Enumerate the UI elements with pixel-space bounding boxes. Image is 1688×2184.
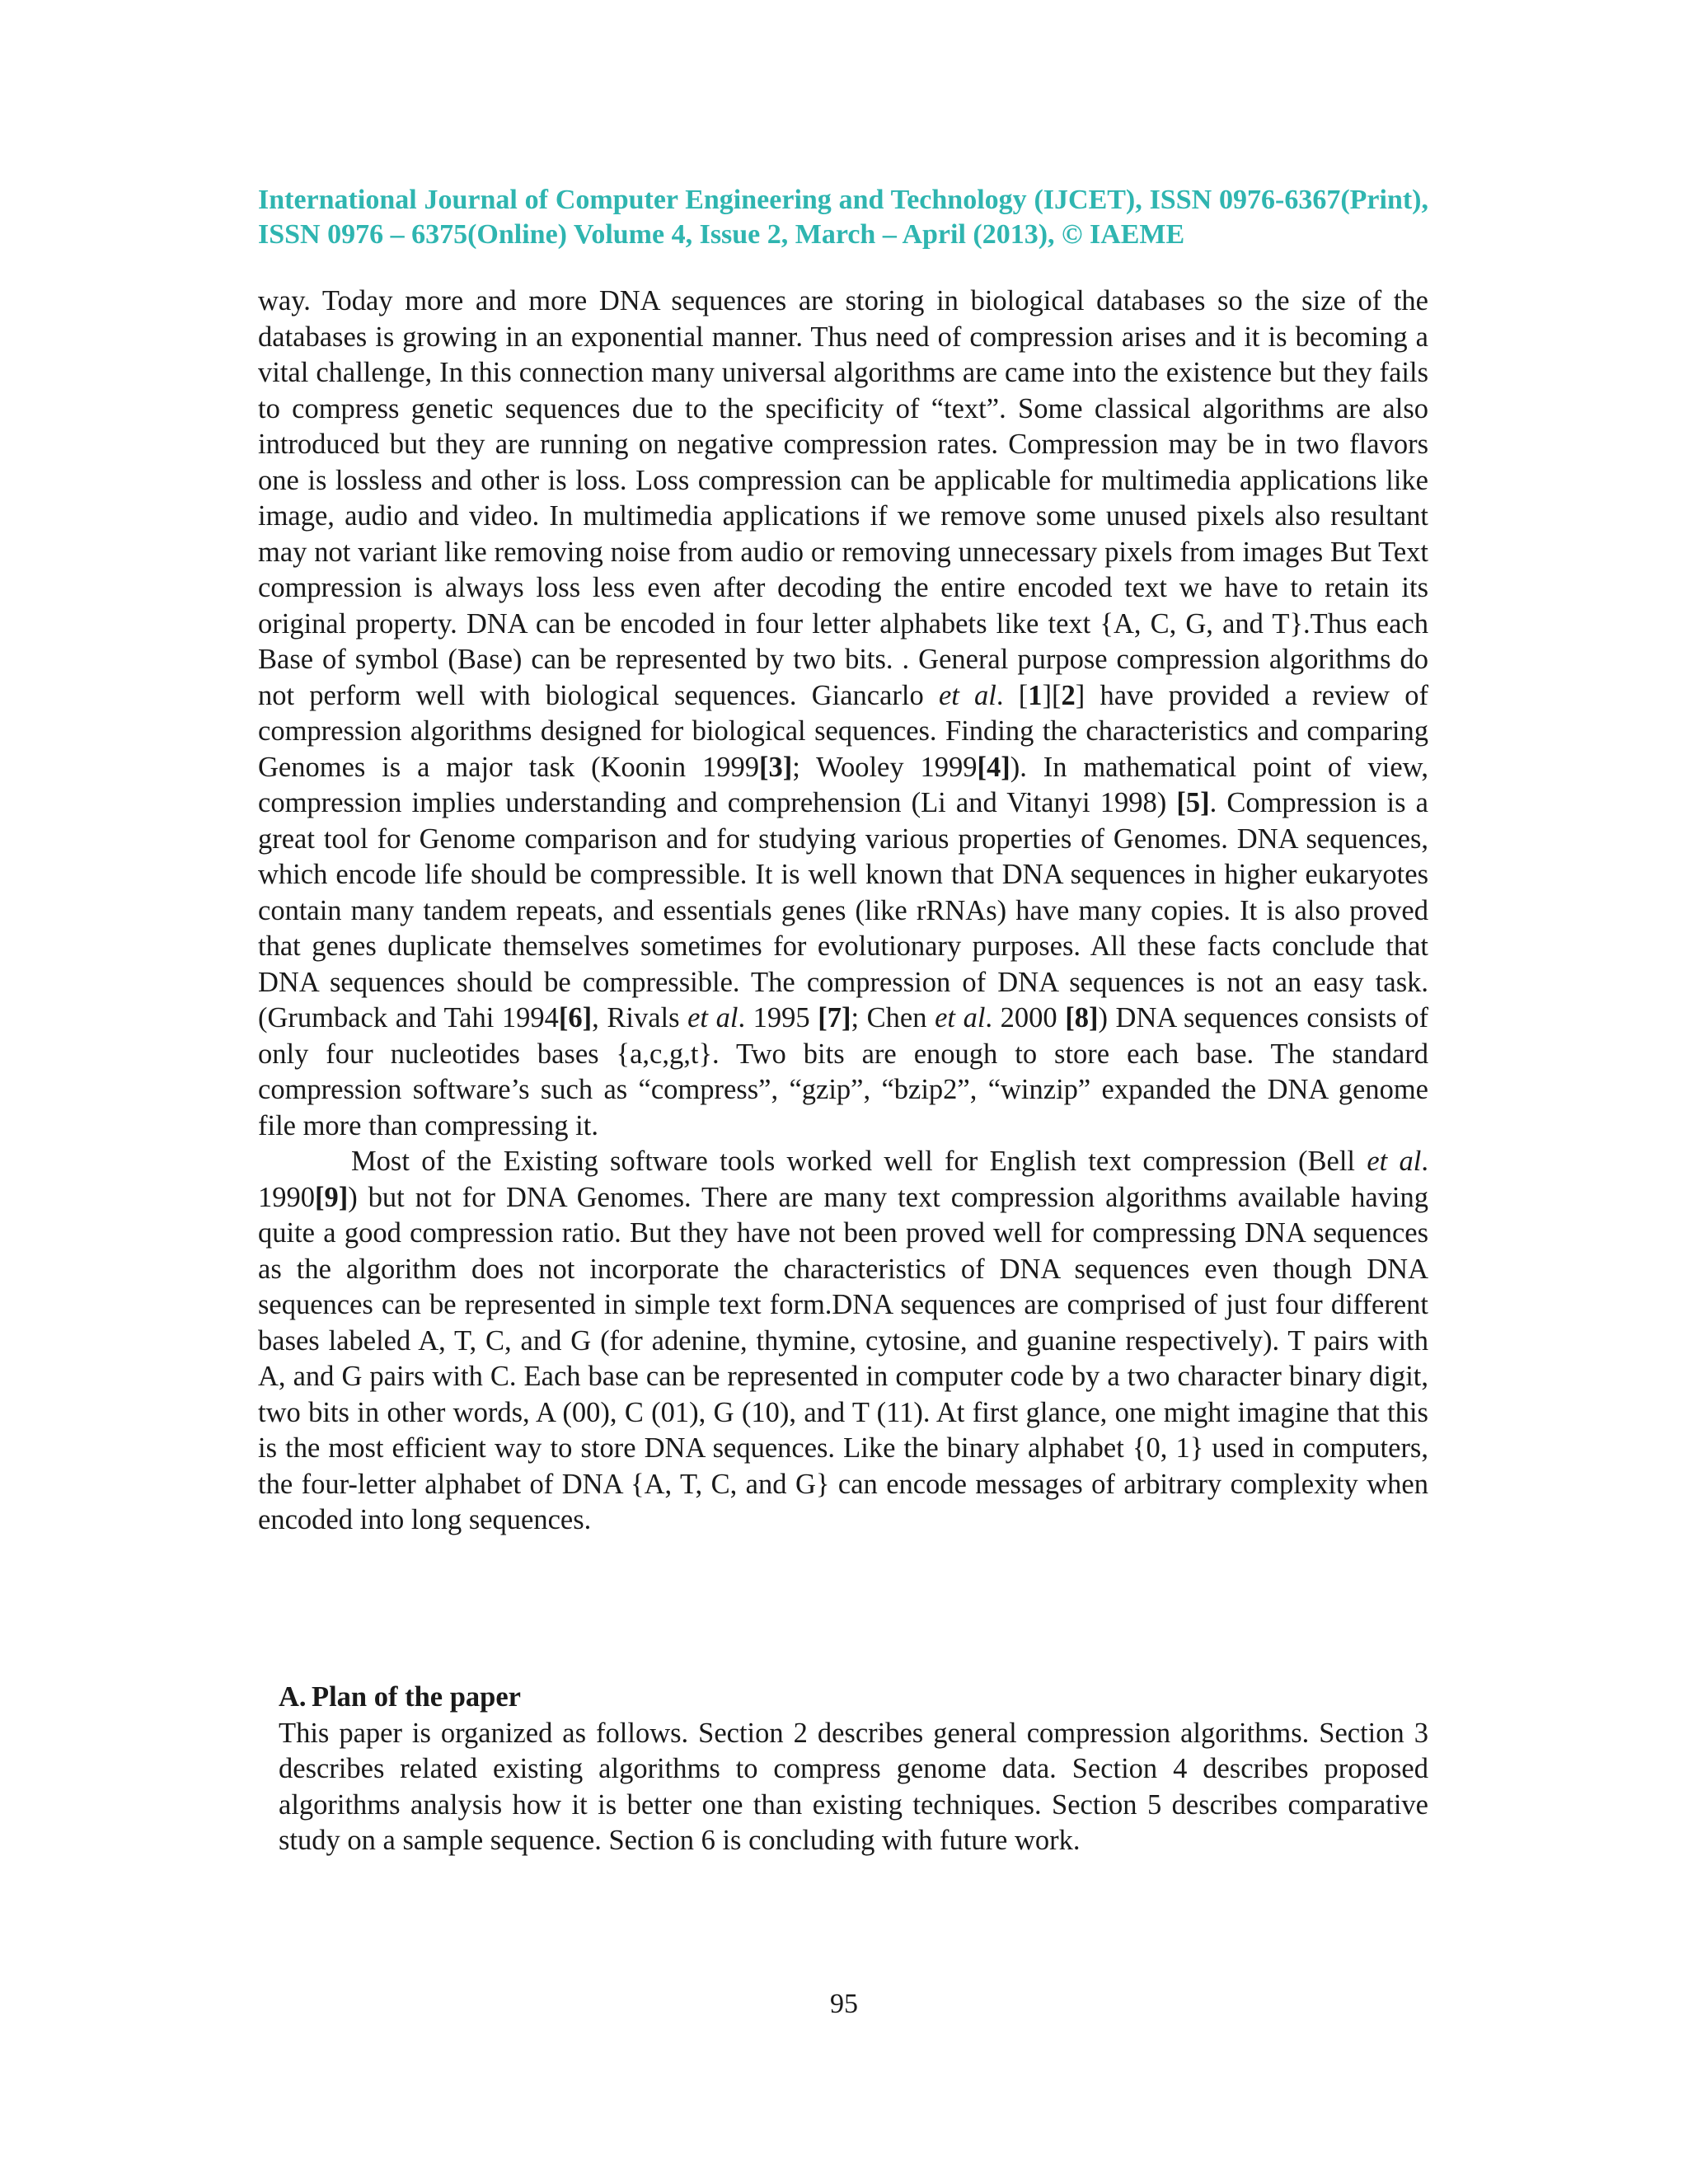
section-title: Plan of the paper (312, 1681, 521, 1713)
citation-ref: [4] (977, 751, 1010, 783)
italic-text: et al (1367, 1146, 1422, 1177)
text-run: . 2000 (985, 1002, 1066, 1033)
italic-text: et al (938, 679, 996, 711)
journal-citation-line: International Journal of Computer Engineering and Technology (IJCET), ISSN 0976-6367(Print), ISSN 0976 – 6375(Online) Volume 4, Issue 2, March – April (2013), © IAEME (258, 185, 1428, 250)
text-run: . [ (996, 679, 1029, 711)
italic-text: et al (687, 1002, 738, 1033)
text-run: way. Today more and more DNA sequences are storing in biological databases so the size of the databases is growing in an exponential manner. Thus need of compression arises and it is becoming a vital challenge, In this connection many universal algorithms are came into the existence but they fails to compress genetic sequences due to the specificity of “text”. Some classical algorithms are also introduced but they are running on negative compression rates. Compression may be in two flavors one is lossless and other is loss. Loss compression can be applicable for multimedia applications like image, audio and video. In multimedia applications if we remove some unused pixels also resultant may not variant like removing noise from audio or removing unnecessary pixels from images But Text compression is always loss less even after decoding the entire encoded text we have to retain its original property. DNA can be encoded in four letter alphabets like text {A, C, G, and T}.Thus each Base of symbol (Base) can be represented by two bits. . General purpose compression algorithms do not perform well with biological sequences. Giancarlo (258, 285, 1428, 711)
section-heading (279, 1680, 1428, 1716)
italic-text: et al (935, 1002, 986, 1033)
section-letter: A. (279, 1681, 307, 1713)
body-paragraph-1 (258, 284, 1428, 1144)
text-run: . 1995 (738, 1002, 818, 1033)
citation-ref: [8] (1065, 1002, 1099, 1033)
text-run: ][ (1042, 679, 1062, 711)
citation-ref: [7] (818, 1002, 851, 1033)
citation-ref: [6] (558, 1002, 593, 1033)
text-run: Most of the Existing software tools worked well for English text compression (Bell (351, 1146, 1367, 1177)
text-run: , Rivals (592, 1002, 688, 1033)
citation-ref: [9] (315, 1181, 349, 1213)
text-run: . 1990 (258, 1146, 1428, 1213)
text-run: ; Chen (851, 1002, 935, 1033)
citation-ref: 2 (1061, 679, 1076, 711)
text-run: ) DNA sequences consists of only four nucleotides bases {a,c,g,t}. Two bits are enough to store each base. The standard compression software’s such as “compress”, “gzip”, “bzip2”, “winzip” expanded the DNA genome file more than compressing it. (258, 1002, 1429, 1141)
article-body (258, 284, 1428, 1539)
body-paragraph-2 (258, 1144, 1428, 1539)
page-number: 95 (830, 1989, 858, 2019)
text-run: . Compression is a great tool for Genome comparison and for studying various properties of Genomes. DNA sequences, which encode life should be compressible. It is well known that DNA sequences in higher eukaryotes contain many tandem repeats, and essentials genes (like rRNAs) have many copies. It is also proved that genes duplicate themselves sometimes for evolutionary purposes. All these facts conclude that DNA sequences should be compressible. The compression of DNA sequences is not an easy task. (Grumback and Tahi 1994 (258, 787, 1428, 1033)
journal-header (258, 183, 1428, 252)
text-run: ] have provided a review of compression algorithms designed for biological sequences. Finding the characteristics and comparing Genomes is a major task (Koonin 1999 (258, 679, 1429, 783)
citation-ref: [3] (759, 751, 793, 783)
section-plan-of-paper (279, 1680, 1428, 1859)
citation-ref: [5] (1176, 787, 1210, 818)
text-run: ) but not for DNA Genomes. There are many text compression algorithms available having quite a good compression ratio. But they have not been proved well for compressing DNA sequences as the algorithm does not incorporate the characteristics of DNA sequences even though DNA sequences can be represented in simple text form.DNA sequences are comprised of just four different bases labeled A, T, C, and G (for adenine, thymine, cytosine, and guanine respectively). T pairs with A, and G pairs with C. Each base can be represented in computer code by a two character binary digit, two bits in other words, A (00), C (01), G (10), and T (11). At first glance, one might imagine that this is the most efficient way to store DNA sequences. Like the binary alphabet {0, 1} used in computers, the four-letter alphabet of DNA {A, T, C, and G} can encode messages of arbitrary complexity when encoded into long sequences. (258, 1181, 1428, 1535)
section-paragraph: This paper is organized as follows. Section 2 describes general compression algorithms. Section 3 describes related existing algorithms to compress genome data. Section 4 describes proposed algorithms analysis how it is better one than existing techniques. Section 5 describes comparative study on a sample sequence. Section 6 is concluding with future work. (279, 1717, 1428, 1856)
text-run: ). In mathematical point of view, compression implies understanding and comprehension (Li and Vitanyi 1998) (258, 751, 1428, 818)
text-run: ; Wooley 1999 (792, 751, 978, 783)
citation-ref: 1 (1028, 679, 1043, 711)
